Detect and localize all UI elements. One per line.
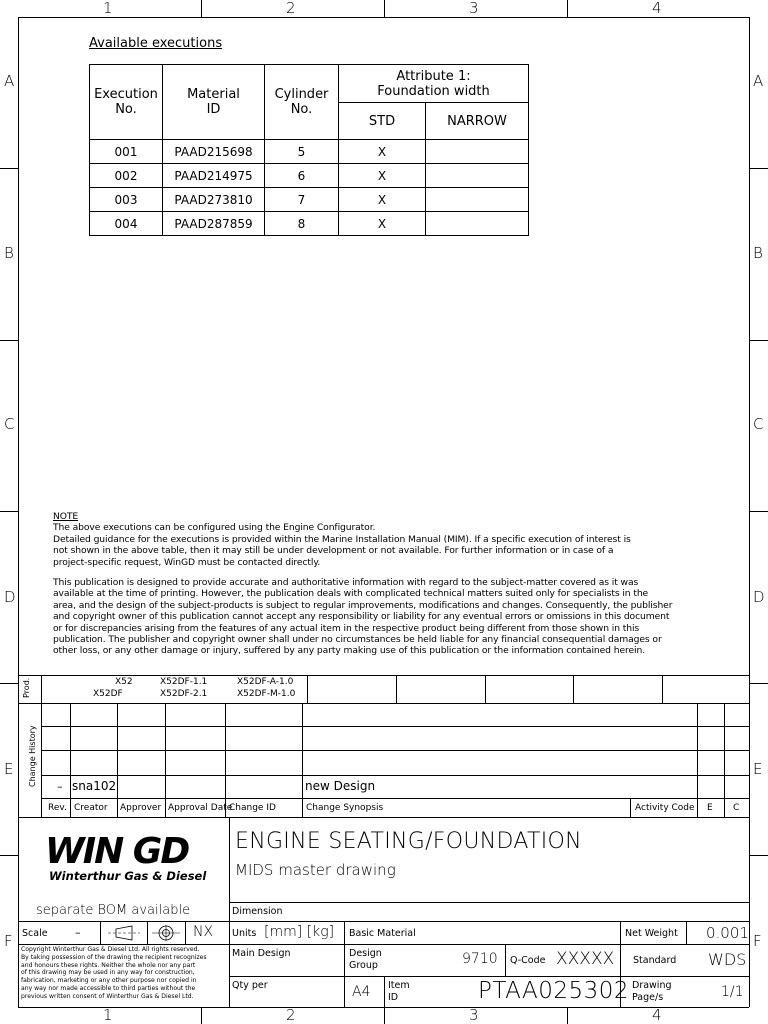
qcode-label: Q-Code bbox=[510, 955, 546, 966]
note-line: Detailed guidance for the executions is provided within the Marine Installation Manual (MIM). If a specific execution of interest is bbox=[53, 533, 631, 545]
frame-left bbox=[18, 17, 19, 1007]
copyright-notice: Copyright Winterthur Gas & Diesel Ltd. All rights reserved. By taking possession of the drawing the recipient recognizes and honours these rights. Neither the whole nor any part of this drawing may be used in any way for construction, fabrication, marketing or any other purpose nor copied in any way nor made accessible to third parties without the previous written consent of Winterthur Gas & Diesel Ltd. bbox=[21, 946, 207, 1000]
zone-col-2-bottom: 2 bbox=[286, 1006, 296, 1024]
cell-exec: 003 bbox=[90, 188, 163, 212]
disclaimer-line: or for discrepancies arising from the features of any actual item in the respective product being different from those shown in this bbox=[53, 622, 640, 634]
zone-row-a-left: A bbox=[4, 72, 15, 90]
logo-tagline: Winterthur Gas & Diesel bbox=[49, 869, 207, 883]
change-synopsis: new Design bbox=[305, 779, 376, 793]
cell-std: X bbox=[339, 212, 426, 236]
header-attribute: Attribute 1: Foundation width bbox=[339, 65, 529, 103]
zone-row-b-right: B bbox=[753, 244, 763, 262]
zone-row-c-left: C bbox=[4, 415, 15, 433]
zone-col-4-bottom: 4 bbox=[652, 1006, 662, 1024]
table-row bbox=[90, 164, 529, 188]
table-row bbox=[90, 188, 529, 212]
zone-row-f-right: F bbox=[753, 932, 762, 950]
prod-x52: X52 bbox=[115, 677, 133, 687]
zone-col-2-top: 2 bbox=[286, 0, 296, 17]
frame-top bbox=[18, 17, 749, 18]
hdr-activity-code: Activity Code bbox=[635, 803, 695, 813]
units-label: Units bbox=[232, 928, 257, 939]
zone-col-1-top: 1 bbox=[103, 0, 113, 17]
cell-cyl: 7 bbox=[265, 188, 339, 212]
prod-label: Prod. bbox=[22, 677, 31, 698]
disclaimer-line: other loss, or any other damage or injury, suffered by any party making use of this publication or the information contained herein. bbox=[53, 645, 646, 657]
qty-per-label: Qty per bbox=[232, 980, 268, 991]
cell-std: X bbox=[339, 164, 426, 188]
cell-cyl: 5 bbox=[265, 140, 339, 164]
hdr-rev: Rev. bbox=[48, 803, 67, 813]
header-execution-no: Execution No. bbox=[90, 65, 163, 140]
wingd-logo bbox=[45, 831, 207, 883]
scale-value: – bbox=[75, 926, 81, 939]
hdr-e: E bbox=[707, 803, 713, 813]
drawing-pages-label: Drawing Page/s bbox=[632, 980, 672, 1003]
main-design-label: Main Design bbox=[232, 948, 291, 959]
disclaimer-line: publication. The publisher and copyright owner shall under no circumstances be held liable for any financial consequential damages or bbox=[53, 634, 662, 645]
zone-col-3-bottom: 3 bbox=[469, 1006, 479, 1024]
scale-label: Scale bbox=[22, 928, 48, 939]
cell-material: PAAD215698 bbox=[163, 140, 265, 164]
format-value: A4 bbox=[352, 984, 371, 1000]
zone-row-d-left: D bbox=[4, 588, 16, 606]
design-group-label: Design Group bbox=[349, 948, 382, 971]
basic-material-label: Basic Material bbox=[349, 928, 416, 939]
cell-narrow bbox=[426, 212, 529, 236]
prod-x52df-m-1-0: X52DF-M-1.0 bbox=[237, 689, 296, 699]
cell-material: PAAD287859 bbox=[163, 212, 265, 236]
hdr-change-id: Change ID bbox=[229, 803, 276, 813]
cell-cyl: 8 bbox=[265, 212, 339, 236]
zone-col-4-top: 4 bbox=[652, 0, 662, 17]
item-id-value: PTAA025302 bbox=[478, 978, 630, 1004]
header-material-id: Material ID bbox=[163, 65, 265, 140]
change-rev: – bbox=[57, 780, 63, 793]
executions-table bbox=[89, 64, 529, 236]
cell-exec: 002 bbox=[90, 164, 163, 188]
prod-x52df: X52DF bbox=[93, 689, 123, 699]
zone-row-d-right: D bbox=[753, 588, 765, 606]
prod-x52df-1-1: X52DF-1.1 bbox=[160, 677, 208, 687]
change-creator: sna102 bbox=[72, 779, 117, 793]
cell-material: PAAD273810 bbox=[163, 188, 265, 212]
cell-exec: 004 bbox=[90, 212, 163, 236]
zone-row-f-left: F bbox=[4, 932, 13, 950]
hdr-approver: Approver bbox=[120, 803, 162, 813]
zone-row-e-right: E bbox=[753, 760, 763, 778]
drawing-pages-value: 1/1 bbox=[721, 984, 744, 1000]
drawing-subtitle: MIDS master drawing bbox=[235, 861, 396, 879]
units-value: [mm] [kg] bbox=[264, 924, 335, 940]
cell-cyl: 6 bbox=[265, 164, 339, 188]
header-narrow: NARROW bbox=[426, 103, 529, 140]
disclaimer-line: area, and the design of the subject-products is subject to regular improvements, modifications and changes. Consequently, the publisher bbox=[53, 599, 673, 611]
cell-narrow bbox=[426, 140, 529, 164]
note-heading: NOTE bbox=[53, 511, 79, 522]
table-row bbox=[90, 212, 529, 236]
disclaimer-line: available at the time of printing. However, the publication deals with complicated technical matters suited only for specialists in the bbox=[53, 588, 649, 600]
frame-right bbox=[749, 17, 750, 1007]
projection-cone-icon bbox=[106, 925, 142, 941]
standard-label: Standard bbox=[633, 955, 677, 966]
separate-bom: separate BOM available bbox=[36, 903, 191, 918]
hdr-change-synopsis: Change Synopsis bbox=[306, 803, 384, 813]
zone-col-1-bottom: 1 bbox=[103, 1006, 113, 1024]
disclaimer-line: This publication is designed to provide accurate and authoritative information with regard to the subject-matter covered as it was bbox=[53, 577, 639, 588]
disclaimer-line: and copyright owner of this publication cannot accept any responsibility or liability for any eventual errors or omissions in this document bbox=[53, 611, 670, 623]
cell-narrow bbox=[426, 188, 529, 212]
cell-std: X bbox=[339, 188, 426, 212]
prod-x52df-a-1-0: X52DF-A-1.0 bbox=[237, 677, 294, 687]
item-id-label: Item ID bbox=[388, 980, 410, 1003]
drawing-title: ENGINE SEATING/FOUNDATION bbox=[235, 829, 582, 854]
cell-std: X bbox=[339, 140, 426, 164]
standard-value: WDS bbox=[708, 950, 747, 969]
cell-material: PAAD214975 bbox=[163, 164, 265, 188]
hdr-creator: Creator bbox=[74, 803, 108, 813]
zone-row-b-left: B bbox=[4, 244, 14, 262]
zone-row-a-right: A bbox=[753, 72, 764, 90]
hdr-approval-date: Approval Date bbox=[168, 803, 233, 813]
design-group-value: 9710 bbox=[462, 951, 498, 967]
net-weight-label: Net Weight bbox=[625, 928, 678, 939]
hdr-c: C bbox=[733, 803, 740, 813]
note-line: not shown in the above table, then it may still be under development or not available. For further information or in case of a bbox=[53, 545, 614, 556]
projection-system: NX bbox=[193, 924, 214, 940]
zone-col-3-top: 3 bbox=[469, 0, 479, 17]
note-line: project-specific request, WinGD must be contacted directly. bbox=[53, 556, 321, 568]
change-history-label: Change History bbox=[28, 725, 37, 787]
cell-exec: 001 bbox=[90, 140, 163, 164]
net-weight-value: 0.001 bbox=[706, 924, 749, 942]
executions-title: Available executions bbox=[89, 36, 223, 51]
cell-narrow bbox=[426, 164, 529, 188]
note-line: The above executions can be configured using the Engine Configurator. bbox=[53, 522, 376, 533]
logo-wordmark: WIN GD bbox=[45, 831, 189, 872]
dimension-label: Dimension bbox=[232, 906, 283, 917]
projection-circle-icon bbox=[150, 924, 182, 942]
qcode-value: XXXXX bbox=[556, 949, 615, 969]
header-cylinder-no: Cylinder No. bbox=[265, 65, 339, 140]
zone-row-c-right: C bbox=[753, 415, 764, 433]
prod-x52df-2-1: X52DF-2.1 bbox=[160, 689, 208, 699]
header-std: STD bbox=[339, 103, 426, 140]
zone-row-e-left: E bbox=[4, 760, 14, 778]
table-row bbox=[90, 140, 529, 164]
